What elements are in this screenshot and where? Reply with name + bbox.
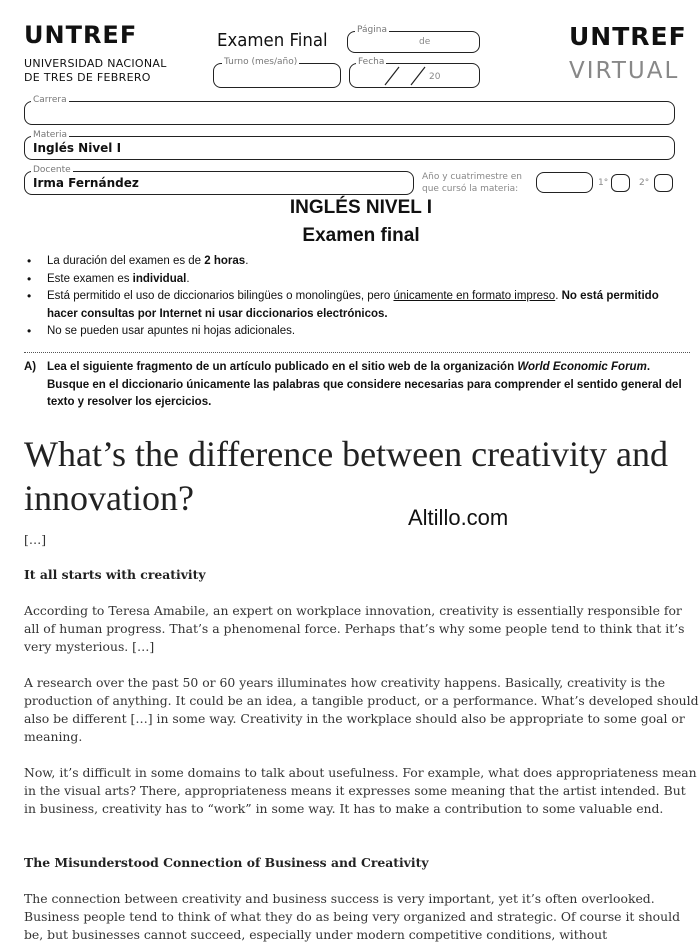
altillo-watermark: Altillo.com: [408, 505, 509, 530]
exam-rules-list: [23, 253, 689, 341]
anio-hint-line1: Año y cuatrimestre en: [422, 172, 522, 182]
cuatrimestre-2-checkbox[interactable]: [654, 174, 673, 192]
untref-virtual-logo: UNTREF: [569, 22, 687, 51]
virtual-word: VIRTUAL: [569, 58, 680, 84]
fecha-slashes: [349, 63, 480, 88]
materia-field[interactable]: [24, 136, 675, 160]
pagina-de-text: de: [419, 37, 431, 47]
cuatrimestre-2-label: 2°: [639, 178, 650, 188]
paragraph-1: According to Teresa Amabile, an expert on workplace innovation, creativity is essentially responsible for all of human progress. That’s a phenomenal force. Perhaps that’s why some people tend to think that it’s very mysterious. […]: [24, 603, 685, 654]
turno-label: Turno (mes/año): [224, 57, 298, 67]
fecha-year: 20: [429, 72, 441, 82]
section-a-instructions: Lea el siguiente fragmento de un artículo publicado en el sitio web de la organización World Economic Forum. Busque en el diccionario únicamente las palabras que considere necesarias para comprender el sentido general del texto y resolver los ejercicios.: [47, 361, 682, 409]
university-name-line2: DE TRES DE FEBRERO: [24, 71, 151, 84]
article-ellipsis: […]: [24, 532, 47, 547]
docente-label: Docente: [33, 165, 71, 175]
untref-logo: UNTREF: [24, 21, 138, 49]
article-title: What’s the difference between creativity and innovation?: [24, 434, 669, 518]
rule-dictionaries: • Está permitido el uso de diccionarios bilingües o monolingües, pero únicamente en formato impreso. No está permitido hacer consultas por Internet ni usar diccionarios electrónicos.: [23, 288, 689, 323]
anio-hint-line2: que cursó la materia:: [422, 184, 519, 194]
carrera-field[interactable]: [24, 101, 675, 125]
dotted-divider: [24, 352, 690, 353]
pagina-label: Página: [357, 25, 387, 35]
subheading-creativity: It all starts with creativity: [24, 567, 206, 582]
subheading-business: The Misunderstood Connection of Business and Creativity: [24, 855, 429, 870]
rule-individual: • Este examen es individual.: [23, 271, 689, 289]
exam-subtitle: Examen final: [302, 225, 420, 246]
paragraph-3: Now, it’s difficult in some domains to talk about usefulness. For example, what does appropriateness mean in the visual arts? There, appropriateness means it expresses some meaning that the artist intended. But in business, creativity has to “work” in some way. It has to make a contribution to some valuable end.: [24, 765, 697, 816]
materia-label: Materia: [33, 130, 68, 140]
course-heading: [0, 194, 700, 250]
rule-no-notes: • No se pueden usar apuntes ni hojas adicionales.: [23, 323, 689, 341]
rule-duration: • La duración del examen es de 2 horas.: [23, 253, 689, 271]
anio-field[interactable]: [536, 172, 593, 193]
section-a-letter: A): [24, 361, 37, 373]
carrera-label: Carrera: [33, 95, 67, 105]
university-name-line1: UNIVERSIDAD NACIONAL: [24, 57, 167, 70]
materia-value: Inglés Nivel I: [33, 141, 122, 155]
cuatrimestre-1-label: 1°: [598, 178, 609, 188]
paragraph-2: A research over the past 50 or 60 years illuminates how creativity happens. Basically, creativity is the production of anything. It could be an idea, a tangible product, or a performance. What’s developed should also be different […] in some way. Creativity in the workplace should also be appropriate to some goal or meaning.: [24, 675, 699, 744]
cuatrimestre-1-checkbox[interactable]: [611, 174, 630, 192]
docente-value: Irma Fernández: [33, 176, 139, 190]
fecha-label: Fecha: [358, 57, 385, 67]
course-title: INGLÉS NIVEL I: [289, 197, 433, 218]
exam-title: Examen Final: [217, 30, 328, 51]
paragraph-4: The connection between creativity and business success is very important, yet it’s often overlooked. Business people tend to think of what they do as being very organized and strategic. Of course it should be, but businesses cannot succeed, especially under modern competitive conditions, without: [24, 891, 681, 942]
